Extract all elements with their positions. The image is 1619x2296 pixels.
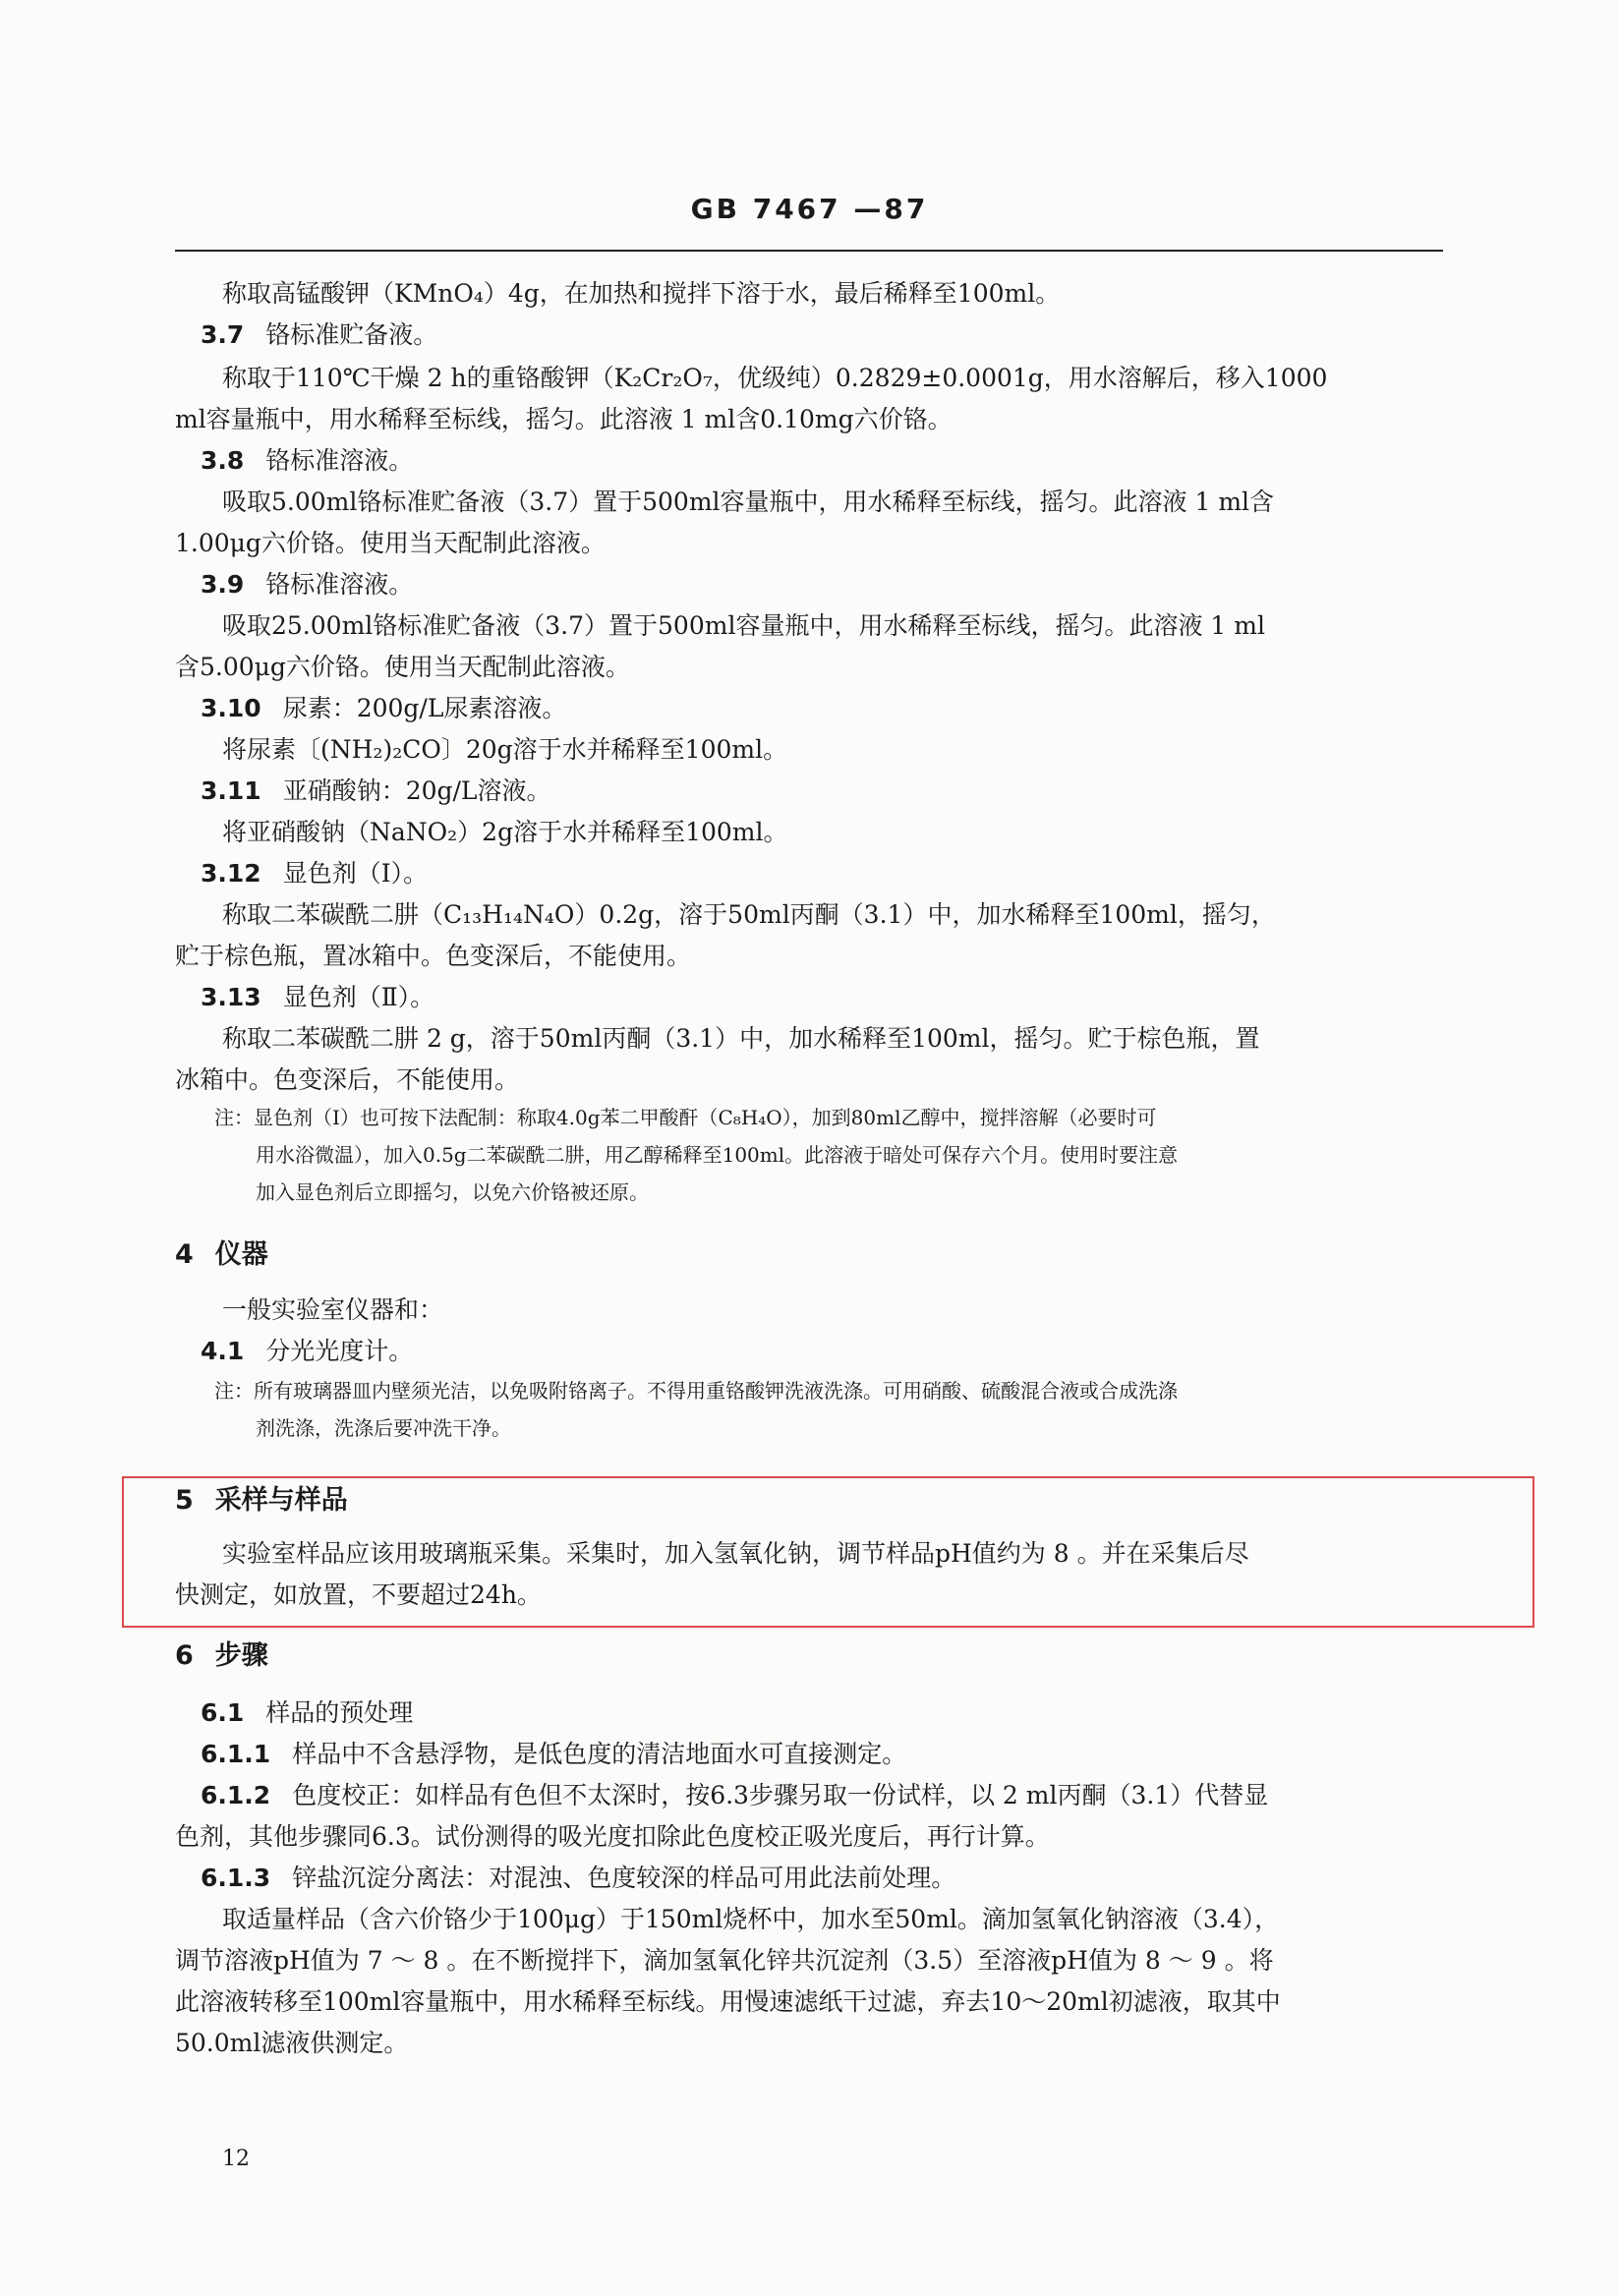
note-line: 注：显色剂（Ⅰ）也可按下法配制：称取4.0g苯二甲酸酐（C₈H₄O），加到80ml乙醇中，搅拌溶解（必要时可: [214, 1106, 1157, 1129]
text-line: 50.0ml滤液供测定。: [175, 2029, 409, 2057]
text-line: 此溶液转移至100ml容量瓶中，用水稀释至标线。用慢速滤纸干过滤，弃去10～20ml初滤液，取其中: [175, 1987, 1281, 2016]
text-line: 称取于110℃干燥 2 h的重铬酸钾（K₂Cr₂O₇，优级纯）0.2829±0.0001g，用水溶解后，移入1000: [222, 364, 1328, 392]
text-line: 将尿素〔(NH₂)₂CO〕20g溶于水并稀释至100ml。: [222, 735, 788, 764]
note-line: 用水浴微温），加入0.5g二苯碳酰二肼，用乙醇稀释至100ml。此溶液于暗处可保存六个月。使用时要注意: [256, 1143, 1179, 1167]
clause-line: 3.8 铬标准溶液。: [201, 446, 414, 475]
section-heading-6: 6 步骤: [175, 1640, 268, 1671]
clause-line: 3.10 尿素：200g/L尿素溶液。: [201, 694, 567, 722]
text-line: 取适量样品（含六价铬少于100μg）于150ml烧杯中，加水至50ml。滴加氢氧化钠溶液（3.4），: [222, 1905, 1280, 1933]
section-heading-5: 5 采样与样品: [175, 1485, 348, 1516]
text-line: 贮于棕色瓶，置冰箱中。色变深后，不能使用。: [175, 942, 692, 970]
text-line: 吸取5.00ml铬标准贮备液（3.7）置于500ml容量瓶中，用水稀释至标线，摇匀。此溶液 1 ml含: [222, 488, 1275, 516]
clause-line: 3.12 显色剂（Ⅰ）。: [201, 859, 429, 888]
text-line: 快测定，如放置，不要超过24h。: [175, 1580, 542, 1609]
text-line: 冰箱中。色变深后，不能使用。: [175, 1065, 520, 1094]
header-rule: [175, 250, 1443, 252]
clause-line: 3.11 亚硝酸钠：20g/L溶液。: [201, 776, 551, 805]
clause-line: 6.1 样品的预处理: [201, 1698, 414, 1727]
text-line: 一般实验室仪器和：: [222, 1295, 444, 1324]
clause-line: 3.13 显色剂（Ⅱ）。: [201, 983, 435, 1011]
text-line: 称取二苯碳酰二肼（C₁₃H₁₄N₄O）0.2g，溶于50ml丙酮（3.1）中，加水稀释至100ml，摇匀，: [222, 900, 1276, 929]
standard-header: GB 7467 —87: [690, 193, 929, 225]
clause-line: 6.1.1 样品中不含悬浮物，是低色度的清洁地面水可直接测定。: [201, 1740, 907, 1768]
note-line: 剂洗涤，洗涤后要冲洗干净。: [256, 1416, 511, 1440]
text-line: 含5.00μg六价铬。使用当天配制此溶液。: [175, 653, 630, 681]
section-heading-4: 4 仪器: [175, 1239, 268, 1270]
text-line: 称取二苯碳酰二肼 2 g，溶于50ml丙酮（3.1）中，加水稀释至100ml，摇匀。贮于棕色瓶，置: [222, 1024, 1260, 1053]
text-line: 吸取25.00ml铬标准贮备液（3.7）置于500ml容量瓶中，用水稀释至标线，摇匀。此溶液 1 ml: [222, 611, 1265, 640]
text-line: 实验室样品应该用玻璃瓶采集。采集时，加入氢氧化钠，调节样品pH值约为 8 。并在采集后尽: [222, 1539, 1249, 1568]
text-line: 调节溶液pH值为 7 ～ 8 。在不断搅拌下，滴加氢氧化锌共沉淀剂（3.5）至溶液pH值为 8 ～ 9 。将: [175, 1946, 1274, 1975]
clause-line: 3.9 铬标准溶液。: [201, 570, 414, 599]
text-line: 将亚硝酸钠（NaNO₂）2g溶于水并稀释至100ml。: [222, 818, 788, 846]
text-line: 称取高锰酸钾（KMnO₄）4g，在加热和搅拌下溶于水，最后稀释至100ml。: [222, 279, 1061, 308]
clause-line: 6.1.2 色度校正：如样品有色但不太深时，按6.3步骤另取一份试样，以 2 ml丙酮（3.1）代替显: [201, 1781, 1269, 1809]
note-line: 注：所有玻璃器皿内壁须光洁，以免吸附铬离子。不得用重铬酸钾洗液洗涤。可用硝酸、硫酸混合液或合成洗涤: [214, 1379, 1178, 1403]
page-number: 12: [222, 2147, 250, 2171]
note-line: 加入显色剂后立即摇匀，以免六价铬被还原。: [256, 1180, 649, 1204]
text-line: 1.00μg六价铬。使用当天配制此溶液。: [175, 529, 606, 557]
text-line: 色剂，其他步骤同6.3。试份测得的吸光度扣除此色度校正吸光度后，再行计算。: [175, 1822, 1050, 1851]
clause-line: 4.1 分光光度计。: [201, 1337, 414, 1365]
clause-line: 3.7 铬标准贮备液。: [201, 320, 438, 349]
text-line: ml容量瓶中，用水稀释至标线，摇匀。此溶液 1 ml含0.10mg六价铬。: [175, 405, 953, 433]
clause-line: 6.1.3 锌盐沉淀分离法：对混浊、色度较深的样品可用此法前处理。: [201, 1864, 956, 1892]
